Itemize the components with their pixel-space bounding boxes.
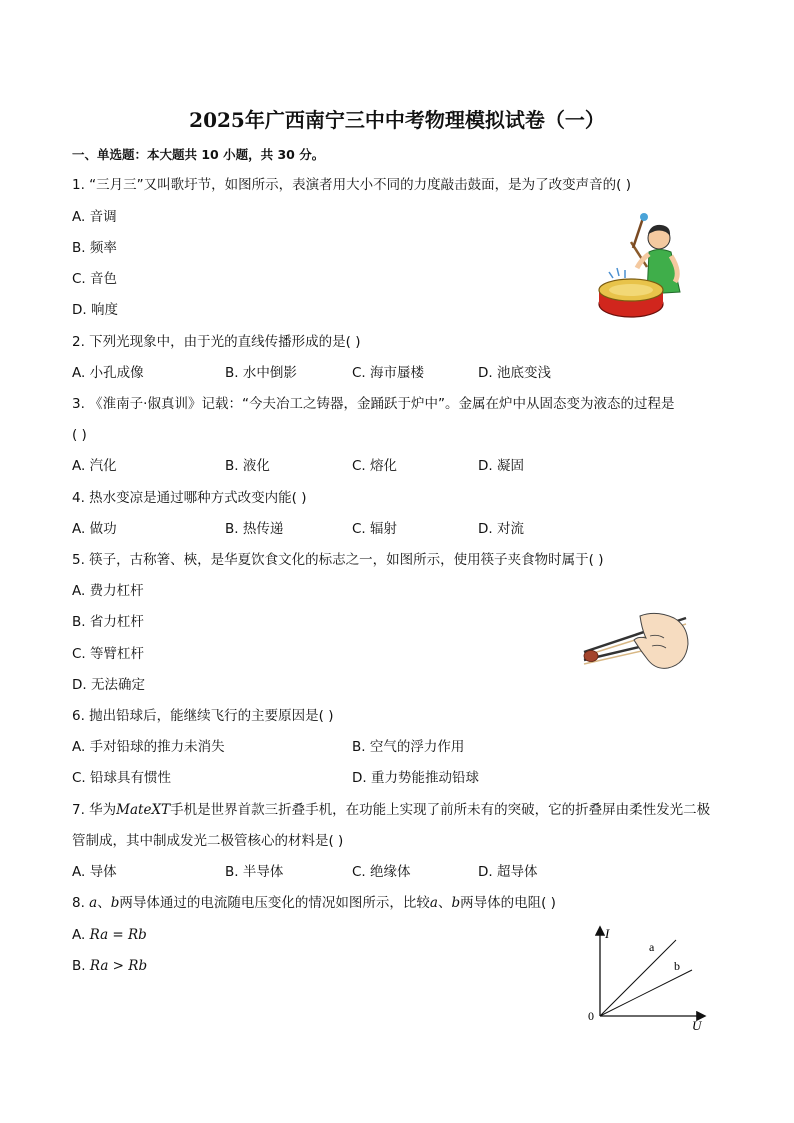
x-axis-label: U (692, 1018, 702, 1033)
q7-option-c[interactable]: C. 绝缘体 (352, 864, 411, 880)
q3-option-d[interactable]: D. 凝固 (478, 458, 524, 474)
q3-option-c[interactable]: C. 熔化 (352, 458, 398, 474)
line-a (600, 940, 676, 1016)
q2-option-b[interactable]: B. 水中倒影 (225, 365, 297, 381)
q8-number: 8. (72, 895, 90, 911)
q4-option-a[interactable]: A. 做功 (72, 521, 117, 537)
q7-option-d[interactable]: D. 超导体 (478, 864, 538, 880)
line-b (600, 970, 692, 1016)
q5-option-c[interactable]: C. 等臂杠杆 (72, 646, 145, 662)
q1-option-a[interactable]: A. 音调 (72, 209, 117, 225)
q8-sep: 、 (97, 895, 111, 911)
question-4-stem: 4. 热水变凉是通过哪种方式改变内能( ) (72, 490, 307, 506)
q4-option-b[interactable]: B. 热传递 (225, 521, 284, 537)
q8-var-b: b (110, 895, 120, 911)
q3-option-b[interactable]: B. 液化 (225, 458, 270, 474)
question-7-stem (72, 802, 710, 818)
q8-option-b[interactable] (72, 958, 147, 974)
line-a-label: a (649, 940, 655, 954)
y-axis-label: I (605, 926, 610, 941)
question-8-stem (72, 895, 556, 911)
question-2-stem: 2. 下列光现象中，由于光的直线传播形成的是( ) (72, 334, 361, 350)
q8-var-b-2: b (451, 895, 461, 911)
q7-stem-part-a: 7. 华为 (72, 802, 117, 818)
q8-var-a: a (89, 895, 98, 911)
question-7-stem-cont: 管制成，其中制成发光二极管核心的材料是( ) (72, 833, 344, 849)
section-heading: 一、单选题：本大题共 10 小题，共 30 分。 (72, 147, 325, 162)
q8-var-a-2: a (429, 895, 438, 911)
q2-option-d[interactable]: D. 池底变浅 (478, 365, 551, 381)
q7-stem-part-b: 手机是世界首款三折叠手机，在功能上实现了前所未有的突破，它的折叠屏由柔性发光二极 (170, 802, 711, 818)
q3-option-a[interactable]: A. 汽化 (72, 458, 117, 474)
q7-option-a[interactable]: A. 导体 (72, 864, 117, 880)
q8-option-a-prefix: A. (72, 927, 90, 943)
line-b-label: b (674, 959, 680, 973)
question-3-stem-cont: ( ) (72, 427, 87, 443)
i-u-graph (584, 924, 708, 1034)
q1-option-b[interactable]: B. 频率 (72, 240, 117, 256)
q4-option-c[interactable]: C. 辐射 (352, 521, 398, 537)
question-6-stem: 6. 抛出铅球后，能继续飞行的主要原因是( ) (72, 708, 334, 724)
q8-stem-part-c: 两导体的电阻( ) (460, 895, 556, 911)
q6-option-a[interactable]: A. 手对铅球的推力未消失 (72, 739, 225, 755)
drummer-illustration (585, 212, 690, 324)
chopsticks-illustration (578, 610, 690, 672)
question-3-stem: 3. 《淮南子·俶真训》记载：“今夫冶工之铸器，金踊跃于炉中”。金属在炉中从固态变为液态的过程是 (72, 396, 675, 412)
q6-option-c[interactable]: C. 铅球具有惯性 (72, 770, 172, 786)
q8-option-a[interactable] (72, 927, 147, 943)
q8-option-a-expr: Ra = Rb (89, 927, 147, 943)
q4-option-d[interactable]: D. 对流 (478, 521, 524, 537)
q7-product-name: MateXT (116, 802, 171, 818)
q5-option-b[interactable]: B. 省力杠杆 (72, 614, 144, 630)
q6-option-d[interactable]: D. 重力势能推动铅球 (352, 770, 479, 786)
origin-label: 0 (588, 1009, 594, 1023)
q5-option-d[interactable]: D. 无法确定 (72, 677, 145, 693)
q6-option-b[interactable]: B. 空气的浮力作用 (352, 739, 465, 755)
q7-option-b[interactable]: B. 半导体 (225, 864, 284, 880)
exam-title: 2025年广西南宁三中中考物理模拟试卷（一） (189, 108, 605, 132)
q2-option-c[interactable]: C. 海市蜃楼 (352, 365, 425, 381)
q8-option-b-expr: Ra > Rb (89, 958, 148, 974)
q8-stem-part-b: 两导体通过的电流随电压变化的情况如图所示，比较 (119, 895, 430, 911)
q5-option-a[interactable]: A. 费力杠杆 (72, 583, 144, 599)
q8-option-b-prefix: B. (72, 958, 90, 974)
q2-option-a[interactable]: A. 小孔成像 (72, 365, 144, 381)
q1-option-c[interactable]: C. 音色 (72, 271, 118, 287)
q8-sep-2: 、 (437, 895, 452, 911)
question-1-stem: 1. “三月三”又叫歌圩节，如图所示，表演者用大小不同的力度敲击鼓面，是为了改变声音的( ) (72, 177, 631, 193)
question-5-stem: 5. 筷子，古称箸、梜，是华夏饮食文化的标志之一，如图所示，使用筷子夹食物时属于( ) (72, 552, 604, 568)
q1-option-d[interactable]: D. 响度 (72, 302, 118, 318)
